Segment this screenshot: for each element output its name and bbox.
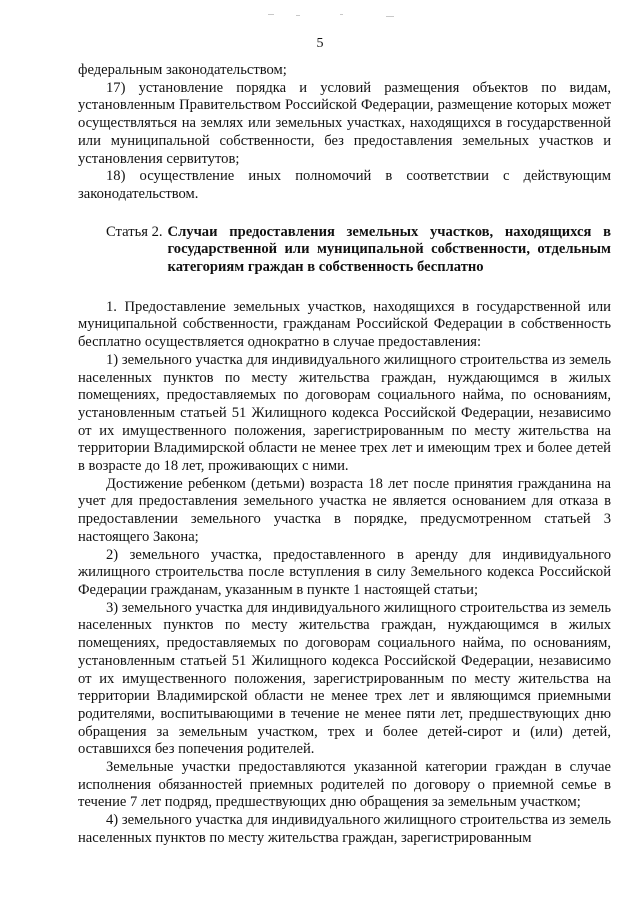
scan-artifact [268, 14, 274, 15]
paragraph: 18) осуществление иных полномочий в соответствии с действующим законодательством. [78, 168, 611, 202]
scan-artifact [340, 14, 343, 15]
paragraph: 17) установление порядка и условий размещения объектов по видам, установленным Правительством Российской Федерации, размещение которых может осуществляться на землях или земельных участках, находящихся в государственной или муниципальной собственности, без предоставления земельных участков и установления сервитутов; [78, 79, 611, 167]
paragraph: 4) земельного участка для индивидуального жилищного строительства из земель населенных пунктов по месту жительства граждан, зарегистрированным [78, 812, 611, 846]
paragraph: Земельные участки предоставляются указанной категории граждан в случае исполнения обязанностей приемных родителей по договору о приемной семье в течение 7 лет подряд, предшествующих дню обращения за земельным участком; [78, 759, 611, 811]
page-number: 5 [316, 36, 324, 51]
article-title: Случаи предоставления земельных участков, находящихся в государственной или муниципальной собственности, отдельным категориям граждан в собственность бесплатно [167, 223, 611, 276]
paragraph: 1) земельного участка для индивидуального жилищного строительства из земель населенных пунктов по месту жительства граждан, нуждающимся в жилых помещениях, предоставляемых по договорам социального найма, по основаниям, установленным статьей 51 Жилищного кодекса Российской Федерации, независимо от их имущественного положения, зарегистрированным по месту жительства на территории Владимирской области не менее трех лет и имеющим трех и более детей в возрасте до 18 лет, проживающих с ними. [78, 351, 611, 475]
paragraph: Достижение ребенком (детьми) возраста 18 лет после принятия гражданина на учет для предоставления земельного участка не является основанием для отказа в предоставлении земельного участка в порядке, предусмотренном статьей 3 настоящего Закона; [78, 475, 611, 545]
paragraph: федеральным законодательством; [78, 62, 287, 78]
document-body [78, 62, 611, 848]
scan-artifact [296, 15, 300, 16]
scan-artifact [386, 16, 394, 17]
article-heading [78, 224, 611, 277]
article-label: Статья 2. [106, 223, 163, 240]
paragraph: 2) земельного участка, предоставленного в аренду для индивидуального жилищного строительства после вступления в силу Земельного кодекса Российской Федерации гражданам, указанным в пункте 1 настоящей статьи; [78, 546, 611, 598]
paragraph: 3) земельного участка для индивидуального жилищного строительства из земель населенных пунктов по месту жительства граждан, нуждающимся в жилых помещениях, предоставляемых по договорам социального найма, по основаниям, установленным статьей 51 Жилищного кодекса Российской Федерации, независимо от их имущественного положения, зарегистрированным по месту жительства на территории Владимирской области не менее трех лет и являющимся приемными родителями, воспитывающими в течение не менее пяти лет, предшествующих дню обращения за земельным участком, трех и более детей-сирот и (или) детей, оставшихся без попечения родителей. [78, 599, 611, 758]
paragraph: 1. Предоставление земельных участков, находящихся в государственной или муниципальной собственности, гражданам Российской Федерации в собственность бесплатно осуществляется однократно в случае предоставления: [78, 298, 611, 351]
